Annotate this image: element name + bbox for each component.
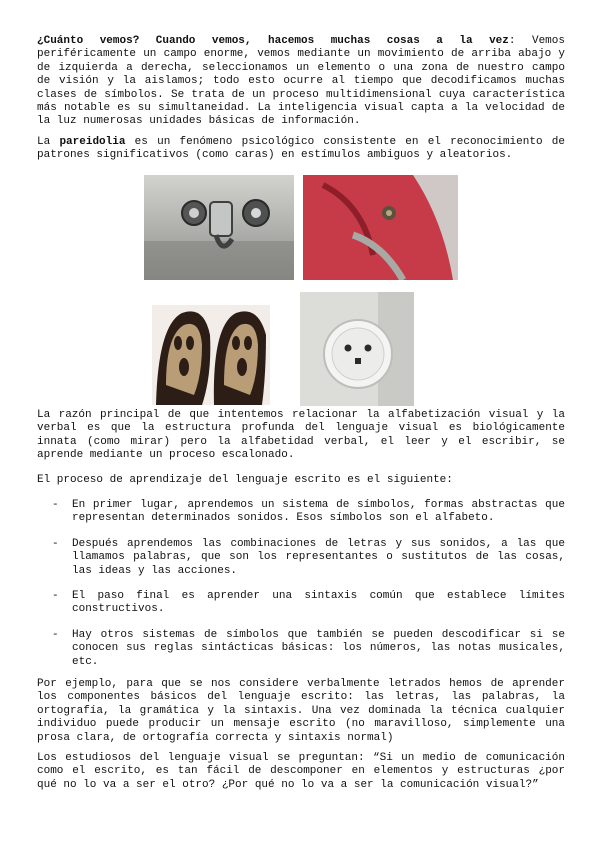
list-item-text: Después aprendemos las combinaciones de letras y sus sonidos, a las que llamamos palabras, que son los representantes o sustitutos de las cosas, las ideas y las acciones.	[72, 537, 565, 577]
photo-sandals-face	[152, 305, 270, 405]
intro-text: : Vemos periféricamente un campo enorme, vemos mediante un movimiento de arriba abajo y de izquierda a derecha, seleccionamos un elemento o una zona de nuestro campo de visión y la aislamos; todo esto ocurre al tiempo que decodificamos muchas clases de símbolos. Se trata de un proceso multidimensional cuya característica más notable es su simultaneidad. La inteligencia visual capta a la velocidad de la luz numerosas unidades básicas de información.	[37, 35, 565, 128]
list-item-text: En primer lugar, aprendemos un sistema de símbolos, formas abstractas que representan determinados sonidos. Esos símbolos son el alfabeto.	[72, 499, 565, 525]
paragraph-proceso: El proceso de aprendizaje del lenguaje escrito es el siguiente:	[37, 474, 453, 486]
list-item-text: El paso final es aprender una sintaxis común que establece límites constructivos.	[72, 590, 565, 616]
paragraph-alfabetizacion: La razón principal de que intentemos relacionar la alfabetización visual y la verbal es que la estructura profunda del lenguaje visual es biológicamente innata (como mirar) pero la alfabetidad verbal, el leer y el escribir, se aprende mediante un proceso escalonado.	[37, 409, 565, 462]
paragraph-estudiosos: Los estudiosos del lenguaje visual se preguntan: “Si un medio de comunicación como el escrito, es tan fácil de descomponer en elementos y estructuras ¿por qué no lo va a ser el otro? ¿Por qué no lo va a ser la comunicación visual?”	[37, 752, 565, 791]
pareidolia-term: pareidolia	[59, 136, 126, 148]
photo-latch-face	[144, 175, 294, 280]
paragraph-pareidolia	[37, 136, 565, 163]
list-item-text: Hay otros sistemas de símbolos que también se pueden descodificar si se conocen sus reglas sintácticas básicas: los números, las notas musicales, etc.	[72, 628, 565, 668]
list-dash: -	[52, 499, 59, 511]
list-dash: -	[52, 590, 59, 603]
list-dash: -	[52, 537, 59, 550]
pareidolia-pre: La	[37, 136, 60, 148]
list-dash: -	[52, 628, 59, 641]
photo-jacket-face	[303, 175, 458, 280]
list-item	[52, 590, 565, 617]
paragraph-intro	[37, 35, 565, 129]
list-item	[52, 629, 565, 669]
paragraph-ejemplo: Por ejemplo, para que se nos considere verbalmente letrados hemos de aprender los componentes básicos del lenguaje escrito: las letras, las palabras, la ortografía, la gramática y la sintaxis. Una vez dominada la técnica cualquier individuo puede producir un mensaje escrito (no maravilloso, simplemente una prosa clara, de ortografía correcta y sintaxis normal)	[37, 678, 565, 744]
process-list	[52, 499, 565, 681]
list-item	[52, 499, 565, 526]
photo-socket-face	[300, 292, 414, 406]
list-item	[52, 538, 565, 578]
pareidolia-text: es un fenómeno psicológico consistente en el reconocimiento de patrones significativos (como caras) en estímulos ambiguos y aleatorios.	[37, 136, 565, 162]
intro-lead: ¿Cuánto vemos? Cuando vemos, hacemos muchas cosas a la vez	[37, 35, 509, 47]
